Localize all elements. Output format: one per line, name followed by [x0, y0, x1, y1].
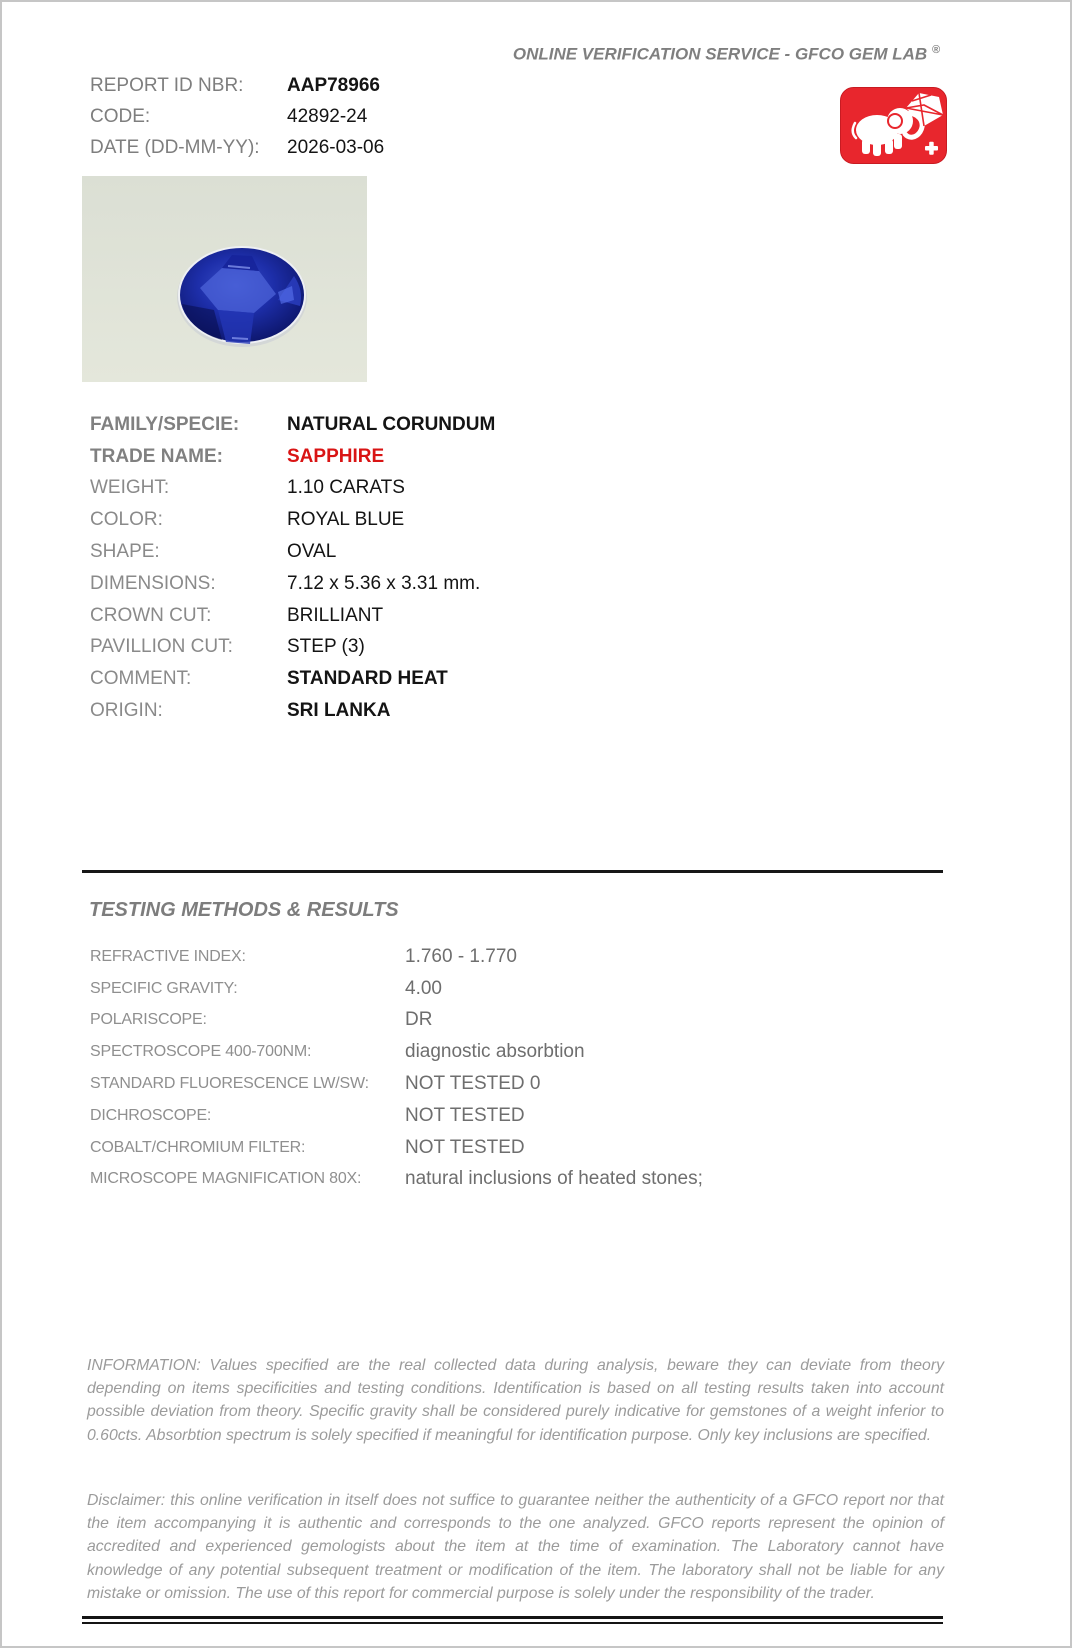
- test-row-specific-gravity: [90, 973, 890, 1005]
- weight-value: 1.10 CARATS: [287, 477, 405, 499]
- microscope-label: MICROSCOPE MAGNIFICATION 80X:: [90, 1170, 362, 1188]
- refractive-index-label: REFRACTIVE INDEX:: [90, 947, 246, 965]
- gemstone-photo: [82, 176, 367, 382]
- report-code-label: CODE:: [90, 105, 151, 127]
- spectroscope-value: diagnostic absorbtion: [405, 1041, 585, 1063]
- family-value: NATURAL CORUNDUM: [287, 413, 496, 435]
- test-row-spectroscope: [90, 1036, 890, 1068]
- pavillion-cut-label: PAVILLION CUT:: [90, 636, 233, 658]
- shape-label: SHAPE:: [90, 541, 160, 563]
- dimensions-value: 7.12 x 5.36 x 3.31 mm.: [287, 572, 481, 594]
- testing-results-block: [90, 941, 890, 1195]
- report-date-label: DATE (DD-MM-YY):: [90, 136, 260, 158]
- report-row-id: [90, 70, 610, 101]
- test-row-cobalt-filter: [90, 1132, 890, 1164]
- fluorescence-label: STANDARD FLUORESCENCE LW/SW:: [90, 1075, 369, 1093]
- trade-name-value: SAPPHIRE: [287, 445, 385, 467]
- spectroscope-label: SPECTROSCOPE 400-700NM:: [90, 1043, 312, 1061]
- report-id-label: REPORT ID NBR:: [90, 74, 244, 96]
- fluorescence-value: NOT TESTED 0: [405, 1073, 541, 1095]
- attr-row-family: [90, 409, 810, 441]
- microscope-value: natural inclusions of heated stones;: [405, 1168, 703, 1190]
- attr-row-pavillion-cut: [90, 632, 810, 664]
- attr-row-weight: [90, 473, 810, 505]
- crown-cut-label: CROWN CUT:: [90, 604, 212, 626]
- specific-gravity-label: SPECIFIC GRAVITY:: [90, 979, 238, 997]
- report-date-value: 2026-03-06: [287, 136, 385, 158]
- gem-attributes-block: [90, 409, 810, 727]
- origin-value: SRI LANKA: [287, 700, 391, 722]
- disclaimer-paragraph: Disclaimer: this online verification in itself does not suffice to guarantee neither the authenticity of a GFCO report nor that the item accompanying it is authentic and corresponds to the one analyzed. GFCO reports represent the opinion of accredited and experienced gemologists about the item at the time of examination. The Laboratory cannot have knowledge of any potential subsequent treatment or modification of the item. The laboratory shall not be liable for any mistake or omission. The use of this report for commercial purpose is solely under the responsibility of the trader.: [87, 1492, 944, 1602]
- attr-row-shape: [90, 536, 810, 568]
- dichroscope-label: DICHROSCOPE:: [90, 1106, 212, 1124]
- page-title-text: ONLINE VERIFICATION SERVICE - GFCO GEM LAB: [512, 44, 928, 64]
- section-divider: [82, 870, 943, 873]
- sapphire-image: [82, 176, 367, 382]
- cobalt-filter-value: NOT TESTED: [405, 1136, 525, 1158]
- attr-row-comment: [90, 663, 810, 695]
- dimensions-label: DIMENSIONS:: [90, 572, 216, 594]
- bottom-double-rule: [82, 1616, 943, 1624]
- shape-value: OVAL: [287, 541, 337, 563]
- report-id-value: AAP78966: [287, 74, 380, 96]
- test-row-polariscope: [90, 1005, 890, 1037]
- test-row-refractive-index: [90, 941, 890, 973]
- report-row-code: [90, 101, 610, 132]
- page-title: [513, 44, 940, 65]
- report-id-block: [90, 70, 610, 163]
- information-paragraph: INFORMATION: Values specified are the real collected data during analysis, beware they can deviate from theory depending on items specificities and testing conditions. Identification is based on all testing results taken into account possible deviation from theory. Specific gravity shall be considered purely indicative for gemstones of a weight inferior to 0.60cts. Absorbtion spectrum is solely specified if meaningful for identification purpose. Only key inclusions are specified.: [87, 1357, 944, 1444]
- test-row-dichroscope: [90, 1100, 890, 1132]
- attr-row-origin: [90, 695, 810, 727]
- comment-value: STANDARD HEAT: [287, 668, 448, 690]
- attr-row-dimensions: [90, 568, 810, 600]
- attr-row-trade-name: [90, 441, 810, 473]
- origin-label: ORIGIN:: [90, 700, 163, 722]
- refractive-index-value: 1.760 - 1.770: [405, 945, 517, 967]
- pavillion-cut-value: STEP (3): [287, 636, 365, 658]
- report-row-date: [90, 132, 610, 163]
- specific-gravity-value: 4.00: [405, 977, 442, 999]
- crown-cut-value: BRILLIANT: [287, 604, 384, 626]
- trade-name-label: TRADE NAME:: [90, 445, 223, 467]
- test-row-microscope: [90, 1164, 890, 1196]
- attr-row-crown-cut: [90, 600, 810, 632]
- color-label: COLOR:: [90, 509, 163, 531]
- family-label: FAMILY/SPECIE:: [90, 413, 240, 435]
- registered-mark: ®: [931, 44, 940, 56]
- polariscope-label: POLARISCOPE:: [90, 1011, 207, 1029]
- color-value: ROYAL BLUE: [287, 509, 405, 531]
- cobalt-filter-label: COBALT/CHROMIUM FILTER:: [90, 1138, 306, 1156]
- polariscope-value: DR: [405, 1009, 433, 1031]
- comment-label: COMMENT:: [90, 668, 192, 690]
- gfco-logo-icon: [840, 87, 947, 164]
- test-row-fluorescence: [90, 1068, 890, 1100]
- gfco-logo: [840, 87, 947, 164]
- report-code-value: 42892-24: [287, 105, 368, 127]
- weight-label: WEIGHT:: [90, 477, 170, 499]
- testing-section-title: TESTING METHODS & RESULTS: [89, 899, 399, 921]
- attr-row-color: [90, 504, 810, 536]
- dichroscope-value: NOT TESTED: [405, 1104, 525, 1126]
